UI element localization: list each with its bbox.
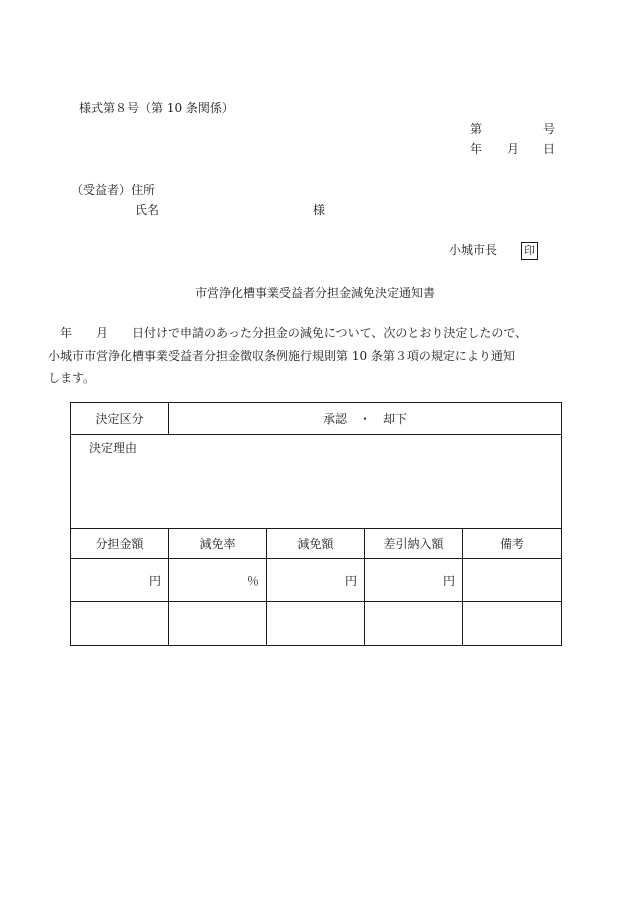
reduction-cell: 円 bbox=[267, 559, 365, 602]
issuer-title: 小城市長 bbox=[449, 243, 498, 257]
decision-reason-cell: 決定理由 bbox=[71, 435, 562, 529]
column-header: 差引納入額 bbox=[365, 529, 463, 559]
recipient-name-label: 氏名 bbox=[135, 203, 160, 217]
empty-cell bbox=[365, 602, 463, 646]
column-header: 分担金額 bbox=[71, 529, 169, 559]
date-day: 日 bbox=[543, 142, 556, 156]
decision-value-cell: 承認 ・ 却下 bbox=[169, 403, 562, 435]
column-header: 備考 bbox=[463, 529, 562, 559]
remarks-cell bbox=[463, 559, 562, 602]
document-number-suffix: 号 bbox=[543, 122, 556, 136]
column-header: 減免額 bbox=[267, 529, 365, 559]
rate-cell: ％ bbox=[169, 559, 267, 602]
empty-cell bbox=[71, 602, 169, 646]
document-number-prefix: 第 bbox=[470, 122, 483, 136]
document-title: 市営浄化槽事業受益者分担金減免決定通知書 bbox=[194, 286, 435, 300]
body-line: 小城市市営浄化槽事業受益者分担金徴収条例施行規則第 10 条第３項の規定により通知 bbox=[48, 348, 515, 363]
body-line: 年 月 日付けで申請のあった分担金の減免について、次のとおり決定したので、 bbox=[48, 326, 528, 340]
body-text bbox=[48, 322, 564, 390]
amount-cell: 円 bbox=[71, 559, 169, 602]
empty-cell bbox=[169, 602, 267, 646]
decision-table bbox=[70, 402, 562, 646]
date-year: 年 bbox=[470, 142, 483, 156]
recipient-honorific: 様 bbox=[313, 203, 326, 217]
column-header: 減免率 bbox=[169, 529, 267, 559]
payable-cell: 円 bbox=[365, 559, 463, 602]
empty-cell bbox=[267, 602, 365, 646]
date-month: 月 bbox=[507, 142, 520, 156]
body-line: します。 bbox=[48, 371, 96, 385]
decision-label-cell: 決定区分 bbox=[71, 403, 169, 435]
empty-cell bbox=[463, 602, 562, 646]
issuer-seal: 印 bbox=[521, 242, 538, 260]
form-number: 様式第８号（第 10 条関係） bbox=[79, 101, 234, 115]
recipient-address-label: （受益者）住所 bbox=[71, 183, 156, 197]
